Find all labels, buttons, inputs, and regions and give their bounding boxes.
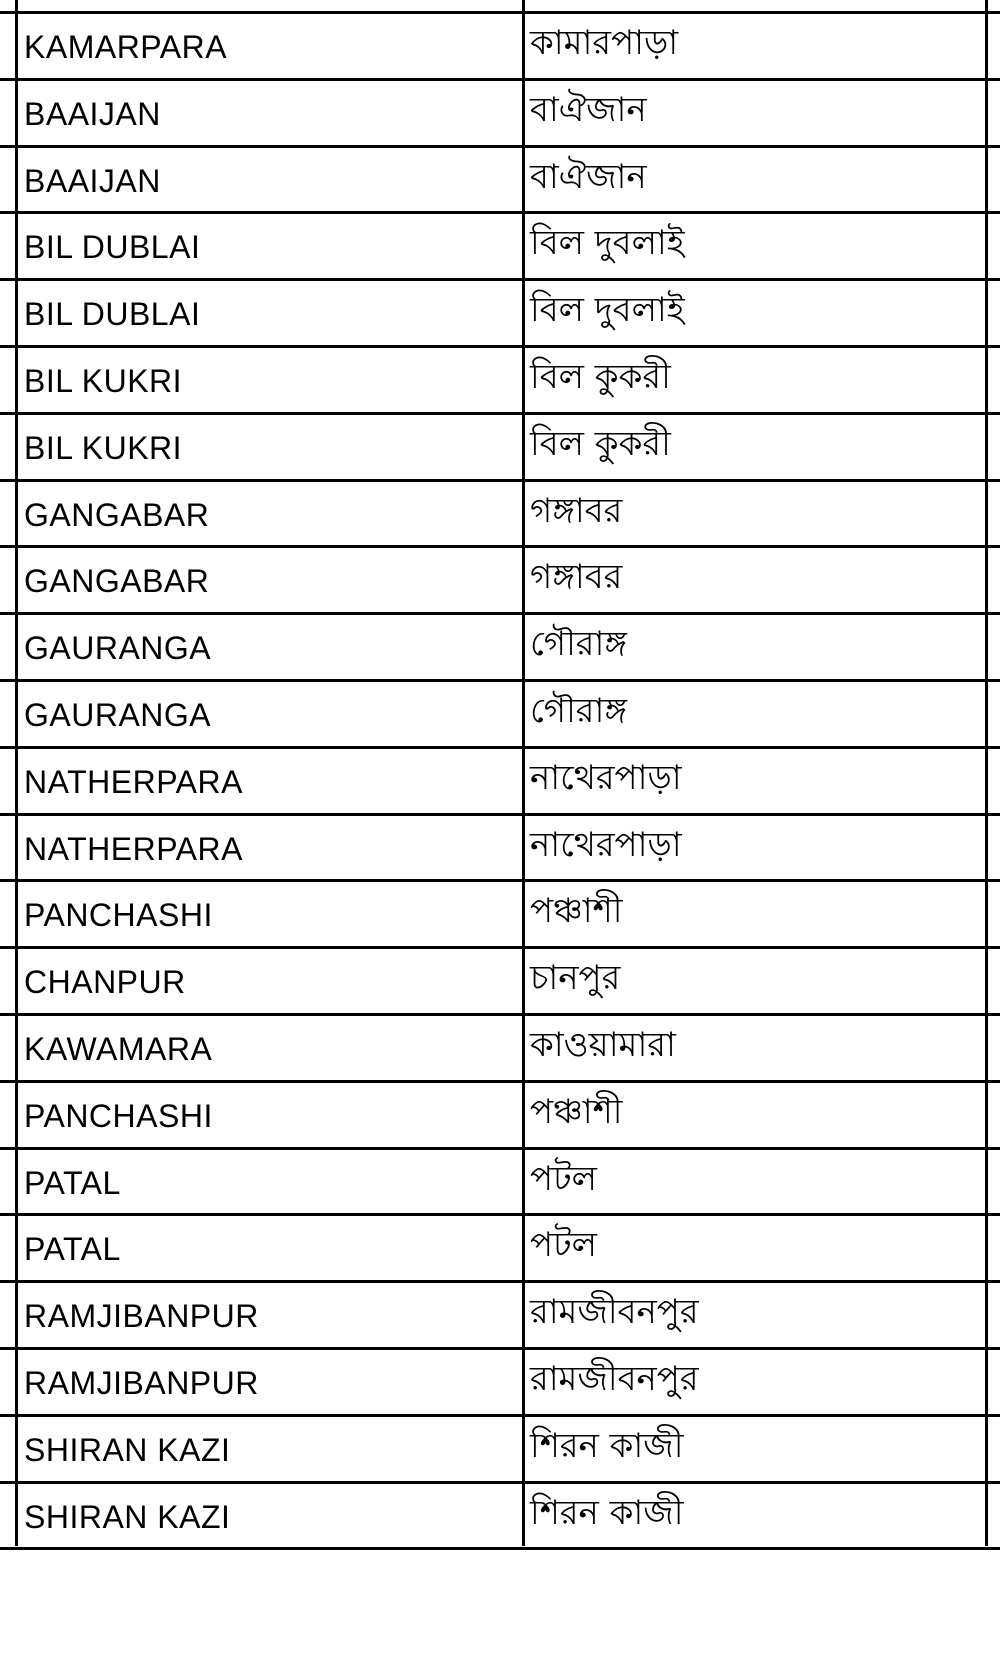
place-name-english: RAMJIBANPUR (24, 1298, 259, 1335)
place-name-english: BIL DUBLAI (24, 296, 201, 333)
place-name-bengali: বাঐজান (530, 156, 647, 197)
table-row (0, 949, 1000, 1016)
place-name-bengali: শিরন কাজী (530, 1425, 684, 1466)
place-name-english: BIL DUBLAI (24, 229, 201, 266)
table-row (0, 1016, 1000, 1083)
table-row (0, 1083, 1000, 1150)
table-row (0, 482, 1000, 549)
place-name-bengali: পটল (530, 1158, 597, 1199)
place-name-english: GAURANGA (24, 697, 212, 733)
table-row (0, 214, 1000, 281)
place-name-bengali: পঞ্চাশী (530, 1091, 623, 1132)
place-name-bengali: পটল (530, 1225, 597, 1266)
place-name-bengali: রামজীবনপুর (530, 1292, 699, 1333)
table-row (0, 81, 1000, 148)
place-name-english: BIL KUKRI (24, 363, 183, 399)
place-name-english: PANCHASHI (24, 1097, 213, 1134)
place-name-bengali: রামজীবনপুর (530, 1359, 699, 1399)
place-name-english: GANGABAR (24, 496, 210, 533)
place-name-english: SHIRAN KAZI (24, 1498, 231, 1535)
table-row (0, 281, 1000, 348)
table-row (0, 348, 1000, 415)
place-name-bengali: গঙ্গাবর (530, 557, 623, 598)
place-name-bengali: গৌরাঙ্গ (530, 691, 627, 731)
place-name-bengali: বিল দুবলাই (530, 290, 685, 331)
place-name-english: KAMARPARA (24, 29, 228, 65)
place-name-bengali: বিল দুবলাই (530, 223, 685, 264)
place-name-english: PANCHASHI (24, 897, 213, 934)
place-name-english: BAAIJAN (24, 162, 161, 199)
place-name-english: CHANPUR (24, 964, 186, 1001)
place-name-bengali: বাঐজান (530, 89, 647, 130)
place-name-bengali: পঞ্চাশী (530, 891, 623, 932)
table-row (0, 682, 1000, 749)
place-name-bengali: চানপুর (530, 958, 621, 999)
table-row (0, 415, 1000, 482)
place-name-bengali: বিল কুকরী (530, 423, 671, 464)
row-border-line (0, 1547, 1000, 1550)
place-name-bengali: নাথেরপাড়া (530, 824, 682, 865)
table-row (0, 148, 1000, 215)
place-name-bengali: গঙ্গাবর (530, 490, 623, 531)
place-name-english: BAAIJAN (24, 95, 161, 132)
table-row (0, 1484, 1000, 1551)
place-name-bengali: নাথেরপাড়া (530, 757, 682, 798)
place-name-bengali: কামারপাড়া (530, 23, 679, 63)
place-name-english: SHIRAN KAZI (24, 1431, 231, 1468)
table-row (0, 14, 1000, 81)
place-name-bengali: কাওয়ামারা (530, 1025, 676, 1065)
table-row (0, 548, 1000, 615)
table-row (0, 1417, 1000, 1484)
table-row (0, 1150, 1000, 1217)
table-row (0, 749, 1000, 816)
place-name-english: NATHERPARA (24, 763, 243, 800)
place-name-english: NATHERPARA (24, 830, 243, 867)
table-row (0, 816, 1000, 883)
place-name-english: BIL KUKRI (24, 429, 183, 466)
table-row (0, 615, 1000, 682)
place-name-english: PATAL (24, 1164, 121, 1201)
place-name-bengali: বিল কুকরী (530, 357, 671, 397)
place-name-bengali: শিরন কাজী (530, 1492, 684, 1533)
place-name-english: GANGABAR (24, 563, 210, 600)
table-row (0, 1216, 1000, 1283)
place-name-bengali: গৌরাঙ্গ (530, 624, 627, 665)
table-row (0, 1283, 1000, 1350)
table-row (0, 882, 1000, 949)
place-name-english: KAWAMARA (24, 1031, 213, 1067)
place-name-english: PATAL (24, 1231, 121, 1268)
place-name-english: RAMJIBANPUR (24, 1365, 259, 1401)
place-name-english: GAURANGA (24, 630, 212, 667)
table-row (0, 1350, 1000, 1417)
